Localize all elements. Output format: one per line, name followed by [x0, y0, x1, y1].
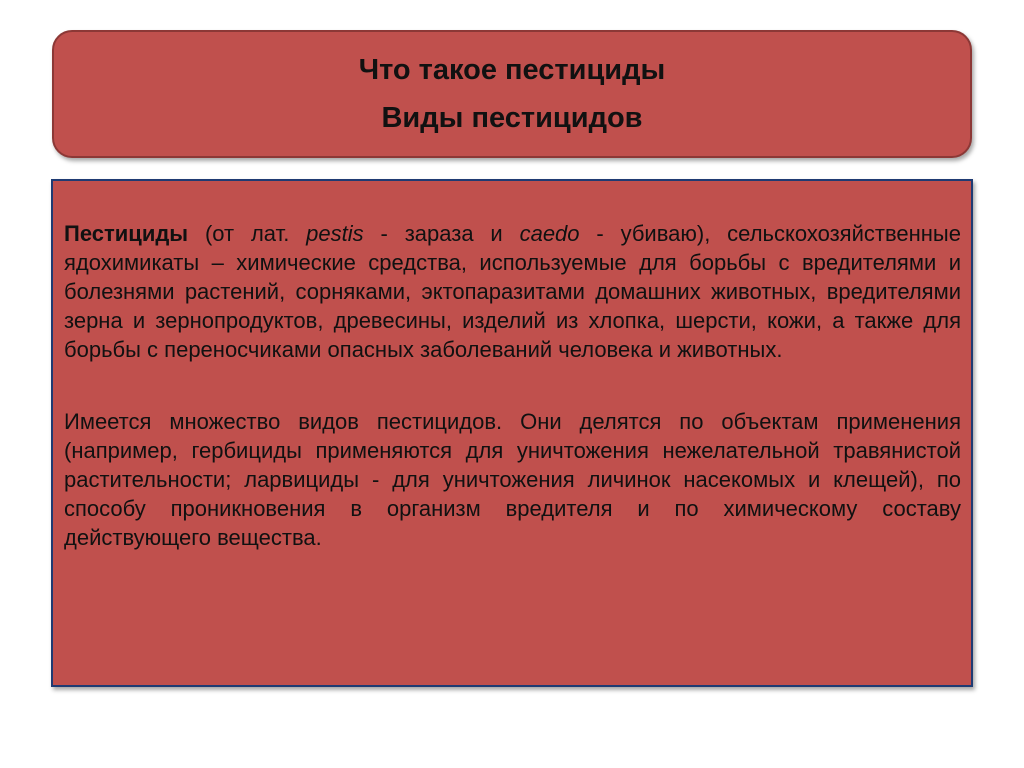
latin-word-caedo: caedo [519, 221, 580, 246]
content-box [51, 179, 973, 687]
definition-paragraph [64, 219, 961, 364]
definition-text-2: - зараза и [363, 221, 520, 246]
definition-text-3: - убиваю), сельскохозяйственные ядохимикаты – химические средства, используемые для борьбы с вредителями и болезнями растений, сорняками, эктопаразитами домашних животных, вредителями зерна и зернопродуктов, древесины, изделий из хлопка, шерсти, кожи, а также для борьбы с переносчиками опасных заболеваний человека и животных. [64, 221, 961, 362]
types-paragraph: Имеется множество видов пестицидов. Они делятся по объектам применения (например, гербициды применяются для уничтожения нежелательной травянистой растительности; ларвициды - для уничтожения личинок насекомых и клещей), по способу проникновения в организм вредителя и по химическому составу действующего вещества. [64, 409, 961, 550]
definition-text-1: (от лат. [188, 221, 307, 246]
title-box [52, 30, 972, 158]
title-line-2: Виды пестицидов [381, 102, 643, 134]
title-line-1: Что такое пестициды [358, 54, 666, 86]
term-pesticides: Пестициды [64, 221, 189, 246]
latin-word-pestis: pestis [306, 221, 364, 246]
